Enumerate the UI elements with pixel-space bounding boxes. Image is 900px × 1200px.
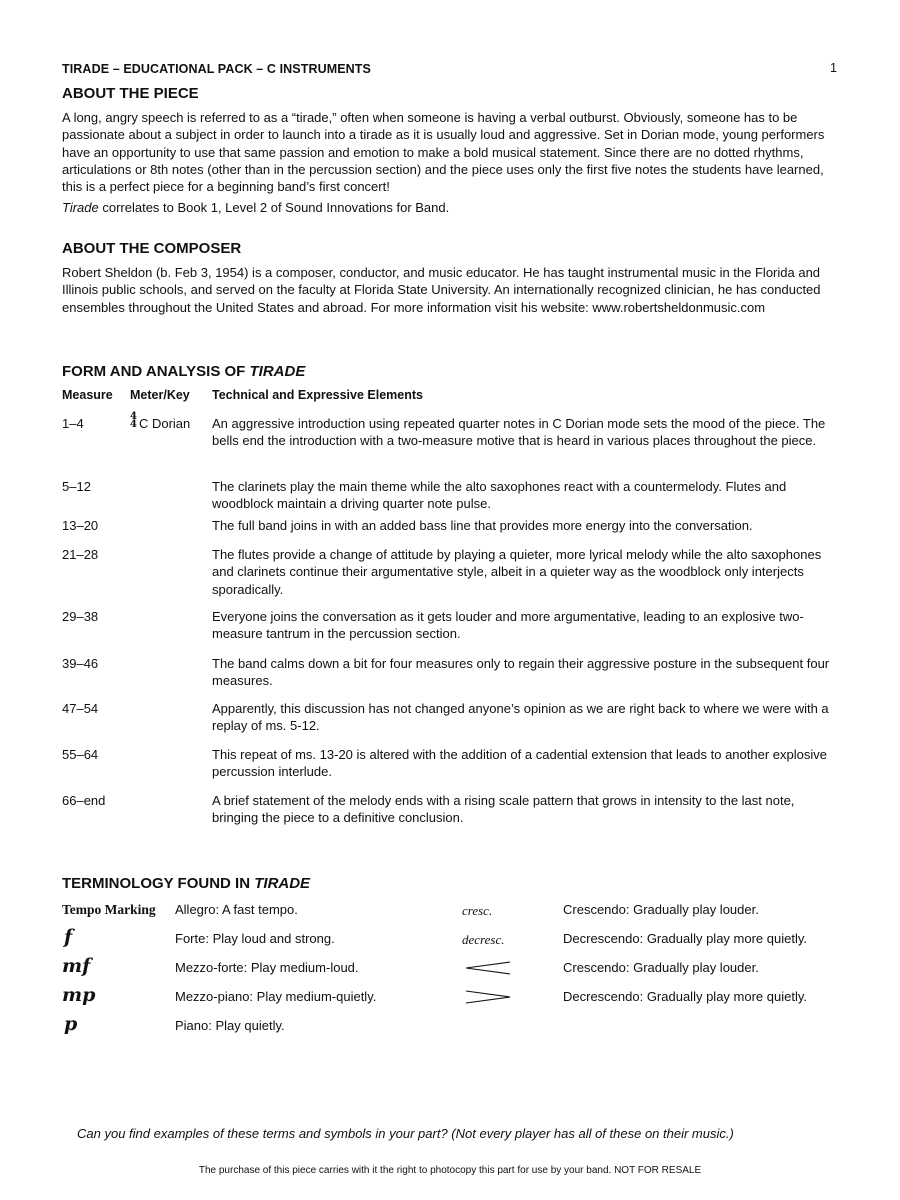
mezzo-piano-symbol: mp [62, 984, 96, 1006]
cresc-symbol: cresc. [462, 903, 493, 918]
row-description: The clarinets play the main theme while the alto saxophones react with a countermelody. Flutes and woodblock maintain a driving quarter note pulse. [212, 479, 787, 512]
column-header-elements: Technical and Expressive Elements [212, 388, 423, 402]
terminology-heading-prefix: TERMINOLOGY FOUND IN [62, 875, 255, 892]
document-header-title: TIRADE – EDUCATIONAL PACK – C INSTRUMENTS [62, 62, 371, 76]
about-piece-heading: ABOUT THE PIECE [62, 85, 199, 102]
row-measure: 47–54 [62, 701, 99, 716]
page-number: 1 [830, 61, 837, 75]
about-composer-heading: ABOUT THE COMPOSER [62, 240, 242, 257]
row-measure: 29–38 [62, 609, 99, 624]
form-analysis-heading-title: TIRADE [249, 363, 306, 380]
review-question: Can you find examples of these terms and symbols in your part? (Not every player has all of these on their music.) [77, 1126, 734, 1141]
crescendo-hairpin-icon [464, 961, 512, 975]
term-definition: Crescendo: Gradually play louder. [563, 902, 759, 917]
row-key-name: C Dorian [138, 416, 191, 431]
piece-title: Tirade [62, 200, 99, 215]
terminology-heading-title: TIRADE [254, 875, 311, 892]
about-piece-note-text: correlates to Book 1, Level 2 of Sound Innovations for Band. [98, 200, 450, 215]
row-description: An aggressive introduction using repeated quarter notes in C Dorian mode sets the mood of the piece. The bells end the introduction with a two-measure motive that is heard in various places throughout the piece. [212, 416, 826, 449]
row-description: Everyone joins the conversation as it gets louder and more argumentative, leading to an explosive two-measure tantrum in the percussion section. [212, 609, 804, 642]
tempo-marking-symbol: Tempo Marking [62, 902, 156, 917]
row-description: The band calms down a bit for four measures only to regain their aggressive posture in the subsequent four measures. [212, 656, 830, 689]
piano-symbol: p [64, 1013, 78, 1035]
term-definition: Decrescendo: Gradually play more quietly. [563, 989, 807, 1004]
row-measure: 13–20 [62, 518, 99, 533]
terminology-heading [62, 875, 310, 892]
about-piece-text: A long, angry speech is referred to as a “tirade,” often when someone is having a verbal outburst. Obviously, someone has to be passionate about a subject in order to launch into a tirade as it is usually loud and aggressive. Set in Dorian mode, young performers have an opportunity to use that same passion and emotion to make a bold musical statement. Since there are no dotted rhythms, articulations or 8th notes (other than in the percussion section) and the piece uses only the first five notes the students have learned, this is a perfect piece for a beginning band’s first concert! [62, 110, 825, 195]
row-description: A brief statement of the melody ends with a rising scale pattern that grows in intensity to the last note, bringing the piece to a definitive conclusion. [212, 793, 795, 826]
forte-symbol: f [64, 926, 73, 948]
time-signature-top: 4 [130, 411, 137, 422]
column-header-measure: Measure [62, 388, 113, 402]
row-measure: 55–64 [62, 747, 99, 762]
row-description: This repeat of ms. 13-20 is altered with the addition of a cadential extension that leads to another explosive percussion interlude. [212, 747, 827, 780]
term-definition: Decrescendo: Gradually play more quietly. [563, 931, 807, 946]
footer-notice: The purchase of this piece carries with it the right to photocopy this part for use by your band. NOT FOR RESALE [198, 1165, 702, 1176]
row-measure: 66–end [62, 793, 106, 808]
term-definition: Mezzo-forte: Play medium-loud. [175, 960, 359, 975]
term-definition: Forte: Play loud and strong. [175, 931, 335, 946]
term-definition: Crescendo: Gradually play louder. [563, 960, 759, 975]
row-measure: 5–12 [62, 479, 91, 494]
row-measure: 1–4 [62, 416, 84, 431]
row-description: The full band joins in with an added bass line that provides more energy into the conversation. [212, 518, 753, 533]
about-piece-note [62, 199, 842, 216]
time-signature-bottom: 4 [130, 419, 137, 430]
form-analysis-heading-prefix: FORM AND ANALYSIS OF [62, 363, 250, 380]
term-definition: Allegro: A fast tempo. [175, 902, 298, 917]
about-composer-text: Robert Sheldon (b. Feb 3, 1954) is a composer, conductor, and music educator. He has taught instrumental music in the Florida and Illinois public schools, and served on the faculty at Florida State University. An internationally recognized clinician, he has conducted ensembles throughout the United States and abroad. For more information visit his website: www.robertsheldonmusic.com [62, 265, 821, 315]
row-measure: 21–28 [62, 547, 99, 562]
row-key [130, 411, 191, 432]
term-definition: Piano: Play quietly. [175, 1018, 285, 1033]
decrescendo-hairpin-icon [464, 990, 512, 1004]
row-measure: 39–46 [62, 656, 99, 671]
time-signature [130, 413, 137, 429]
term-definition: Mezzo-piano: Play medium-quietly. [175, 989, 377, 1004]
decresc-symbol: decresc. [462, 932, 505, 947]
mezzo-forte-symbol: mf [62, 955, 91, 977]
column-header-meter-key: Meter/Key [130, 388, 190, 402]
form-analysis-heading [62, 363, 305, 380]
row-description: Apparently, this discussion has not changed anyone’s opinion as we are right back to where we were with a replay of ms. 5-12. [212, 701, 829, 734]
row-description: The flutes provide a change of attitude by playing a quieter, more lyrical melody while the alto saxophones and clarinets continue their argumentative style, albeit in a quieter way as the woodblock only interjects sporadically. [212, 547, 822, 597]
